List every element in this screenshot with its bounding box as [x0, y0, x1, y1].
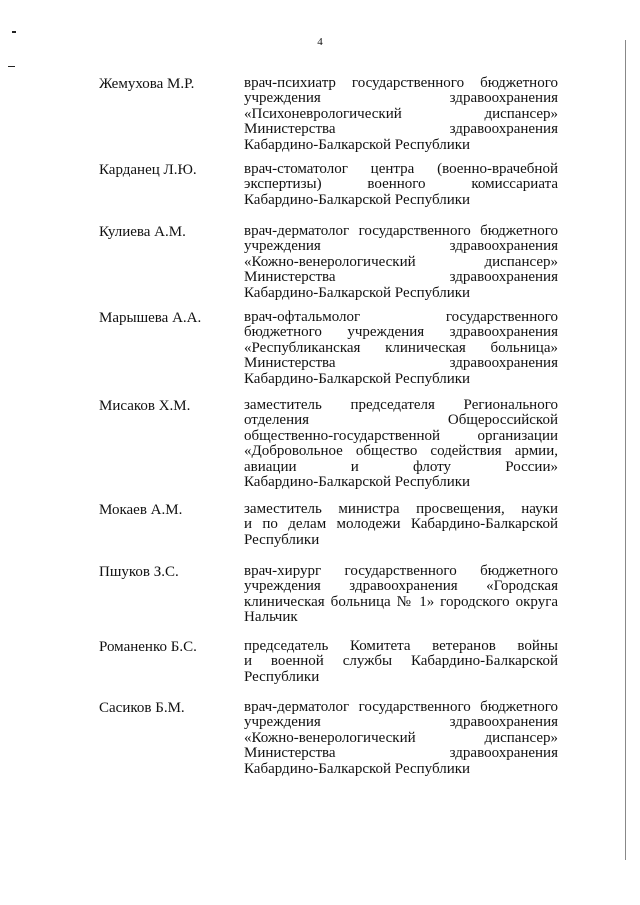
member-name: Марышева А.А. — [99, 310, 202, 326]
position-line: учреждения здравоохранения «Городская — [244, 578, 558, 595]
member-position — [244, 398, 558, 490]
member-name: Пшуков З.С. — [99, 564, 179, 580]
position-line: Кабардино-Балкарской Республики — [244, 191, 471, 208]
position-line: Республики — [244, 668, 320, 685]
position-line: заместитель министра просвещения, науки — [244, 501, 558, 517]
list-item — [0, 700, 640, 777]
position-line: Министерства здравоохранения — [244, 745, 558, 762]
position-line: «Кожно-венерологический диспансер» — [244, 253, 558, 270]
position-line: отделения Общероссийской — [244, 412, 558, 429]
position-line: учреждения здравоохранения — [244, 238, 558, 255]
member-name: Романенко Б.С. — [99, 639, 197, 655]
position-line: «Кожно-венерологический диспансер» — [244, 729, 558, 746]
list-item — [0, 162, 640, 208]
list-item — [0, 398, 640, 490]
position-line: Кабардино-Балкарской Республики — [244, 760, 471, 777]
position-line: клиническая больница № 1» городского округа — [244, 593, 558, 610]
position-line: «Республиканская клиническая больница» — [244, 339, 558, 356]
page-number: 4 — [317, 36, 323, 48]
position-line: Кабардино-Балкарской Республики — [244, 284, 471, 301]
member-position — [244, 224, 558, 301]
list-item — [0, 564, 640, 626]
member-name: Сасиков Б.М. — [99, 700, 185, 716]
position-line: авиации и флоту России» — [244, 458, 558, 475]
position-line: председатель Комитета ветеранов войны — [244, 638, 558, 654]
list-item — [0, 310, 640, 387]
position-line: врач-дерматолог государственного бюджетного — [244, 223, 558, 239]
position-line: заместитель председателя Регионального — [244, 397, 558, 413]
member-position — [244, 564, 558, 626]
member-name: Карданец Л.Ю. — [99, 162, 197, 178]
position-line: учреждения здравоохранения — [244, 714, 558, 731]
position-line: врач-стоматолог центра (военно-врачебной — [244, 161, 558, 177]
position-line: экспертизы) военного комиссариата — [244, 176, 558, 193]
position-line: учреждения здравоохранения — [244, 90, 558, 107]
position-line: Кабардино-Балкарской Республики — [244, 473, 471, 490]
position-line: Министерства здравоохранения — [244, 355, 558, 372]
position-line: Кабардино-Балкарской Республики — [244, 370, 471, 387]
position-line: Кабардино-Балкарской Республики — [244, 136, 471, 153]
list-item — [0, 76, 640, 153]
position-line: «Психоневрологический диспансер» — [244, 105, 558, 122]
position-line: Министерства здравоохранения — [244, 269, 558, 286]
position-line: врач-хирург государственного бюджетного — [244, 563, 558, 579]
member-position — [244, 310, 558, 387]
member-name: Кулиева А.М. — [99, 224, 186, 240]
position-line: бюджетного учреждения здравоохранения — [244, 324, 558, 341]
member-position — [244, 76, 558, 153]
position-line: Нальчик — [244, 609, 298, 626]
member-position — [244, 162, 558, 208]
position-line: общественно-государственной организации — [244, 427, 558, 444]
position-line: врач-дерматолог государственного бюджетного — [244, 699, 558, 715]
member-position — [244, 639, 558, 685]
position-line: «Добровольное общество содействия армии, — [244, 443, 558, 460]
member-name: Жемухова М.Р. — [99, 76, 195, 92]
member-position — [244, 700, 558, 777]
list-item — [0, 502, 640, 548]
scan-artifact — [8, 66, 15, 67]
position-line: Республики — [244, 531, 320, 548]
position-line: врач-офтальмолог государственного — [244, 309, 558, 325]
list-item — [0, 639, 640, 685]
member-position — [244, 502, 558, 548]
scan-artifact — [12, 31, 16, 33]
position-line: и военной службы Кабардино-Балкарской — [244, 653, 558, 670]
position-line: и по делам молодежи Кабардино-Балкарской — [244, 516, 558, 533]
member-name: Мокаев А.М. — [99, 502, 183, 518]
position-line: врач-психиатр государственного бюджетного — [244, 75, 558, 91]
position-line: Министерства здравоохранения — [244, 121, 558, 138]
list-item — [0, 224, 640, 301]
member-name: Мисаков Х.М. — [99, 398, 191, 414]
